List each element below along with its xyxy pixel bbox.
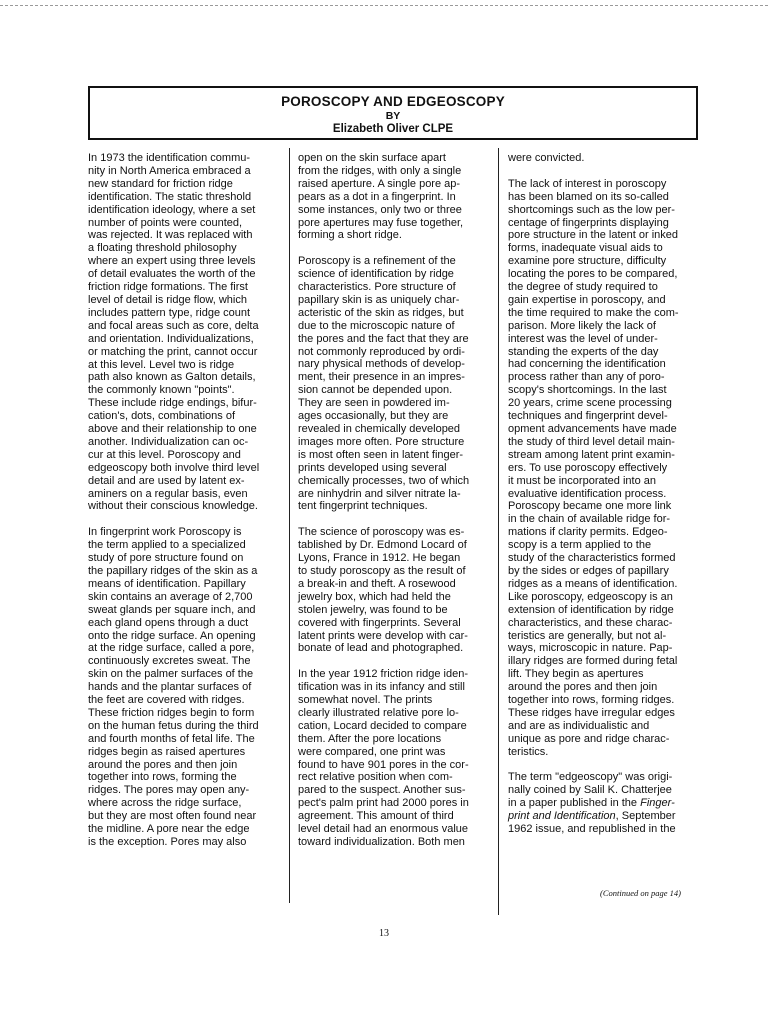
continued-note: (Continued on page 14)	[600, 888, 681, 898]
column-divider	[498, 148, 499, 915]
text-run: The term "edgeoscopy" was origi- nally coined by Salil K. Chatterjee in a paper published in the	[508, 771, 673, 810]
column-divider	[289, 148, 290, 903]
column-3	[508, 152, 708, 849]
paragraph: The science of poroscopy was es- tablished by Dr. Edmond Locard of Lyons, France in 1912. He began to study poroscopy as the result of a break-in and theft. A rosewood jewelry box, which had held the stolen jewelry, was found to be covered with fingerprints. Several latent prints were develop with car- bonate of lead and photographed.	[298, 526, 468, 655]
text-run: , September 1962 issue, and republished in the	[508, 810, 676, 836]
paragraph: The lack of interest in poroscopy has been blamed on its so-called shortcomings such as the low per- centage of fingerprints displaying pore structure in the latent or inked forms, inadequate visual aids to examine pore structure, difficulty locating the pores to be compared, the degree of study required to gain expertise in poroscopy, and the time required to make the com- parison. More likely the lack of interest was the level of under- standing the experts of the day had concerning the identification process rather than any of poro- scopy's shortcomings. In the last 20 years, crime scene processing techniques and fingerprint devel- opment advancements have made the study of third level detail main- stream among latent print examin- ers. To use poroscopy effectively it must be incorporated into an evaluative identification process. Poroscopy became one more link in the chain of available ridge for- mations if clarity permits. Edgeo- scopy is a term applied to the study of the characteristics formed by the sides or edges of papillary ridges as a means of identification. Like poroscopy, edgeoscopy is an extension of identification by ridge characteristics, and these charac- teristics are generally, but not al- ways, microscopic in nature. Pap- illary ridges are formed during fetal lift. They begin as apertures around the pores and then join together into rows, forming ridges. These ridges have irregular edges and are as individualistic and unique as pore and ridge charac- teristics.	[508, 177, 679, 758]
article-title: POROSCOPY AND EDGEOSCOPY	[281, 94, 505, 109]
paragraph: Poroscopy is a refinement of the science of identification by ridge characteristics. Pore structure of papillary skin is as uniquely char- acteristic of the skin as ridges, but due to the microscopic nature of the pores and the fact that they are not commonly reproduced by ordi- nary physical methods of develop- ment, their presence in an impres- sion cannot be depended upon. They are seen in powdered im- ages occasionally, but they are revealed in chemically developed images more often. Pore structure is most often seen in latent finger- prints developed using several chemically processes, two of which are ninhydrin and silver nitrate la- tent fingerprint techniques.	[298, 255, 470, 513]
paragraph: In fingerprint work Poroscopy is the term applied to a specialized study of pore structure found on the papillary ridges of the skin as a means of identification. Papillary skin contains an average of 2,700 sweat glands per square inch, and each gland opens through a duct onto the ridge surface. An opening at the ridge surface, called a pore, continuously excretes sweat. The skin on the palmer surfaces of the hands and the plantar surfaces of the feet are covered with ridges. These friction ridges begin to form on the human fetus during the third and fourth months of fetal life. The ridges begin as raised apertures around the pores and then join together into rows, forming the ridges. The pores may open any- where across the ridge surface, but they are most often found near the midline. A pore near the edge is the exception. Pores may also	[88, 526, 259, 849]
paragraph: In 1973 the identification commu- nity in North America embraced a new standard for friction ridge identification. The static threshold identification ideology, where a set number of points were counted, was rejected. It was replaced with a floating threshold philosophy where an expert using three levels of detail evaluates the worth of the friction ridge formations. The first level of detail is ridge flow, which includes pattern type, ridge count and focal areas such as core, delta and orientation. Individualizations, or matching the print, cannot occur at this level. Level two is ridge path also known as Galton details, the commonly known "points". These include ridge endings, bifur- cation's, dots, combinations of above and their relationship to one another. Individualization can oc- cur at this level. Poroscopy and edgeoscopy both involve third level detail and are used by latent ex- aminers on a regular basis, even without their conscious knowledge.	[88, 152, 260, 513]
page-number: 13	[379, 928, 389, 939]
paragraph	[508, 771, 708, 836]
top-edge-rule	[0, 0, 768, 6]
column-2	[298, 152, 498, 862]
byline-by: BY	[385, 110, 401, 122]
paragraph: open on the skin surface apart from the ridges, with only a single raised aperture. A single pore ap- pears as a dot in a fingerprint. In some instances, only two or three pore apertures may fuse together, forming a short ridge.	[298, 152, 464, 242]
column-1	[88, 152, 288, 862]
publication-title: Finger- print and Identification	[508, 797, 675, 823]
paragraph: were convicted.	[508, 152, 585, 164]
title-box	[88, 86, 698, 140]
paragraph: In the year 1912 friction ridge iden- tification was in its infancy and still somewhat novel. The prints clearly illustrated relative pore lo- cation, Locard decided to compare them. After the pore locations were compared, one print was found to have 901 pores in the cor- rect relative position when com- pared to the suspect. Another sus- pect's palm print had 2000 pores in agreement. This amount of third level detail had an enormous value toward individualization. Both men	[298, 668, 469, 848]
author-name: Elizabeth Oliver CLPE	[332, 123, 454, 135]
